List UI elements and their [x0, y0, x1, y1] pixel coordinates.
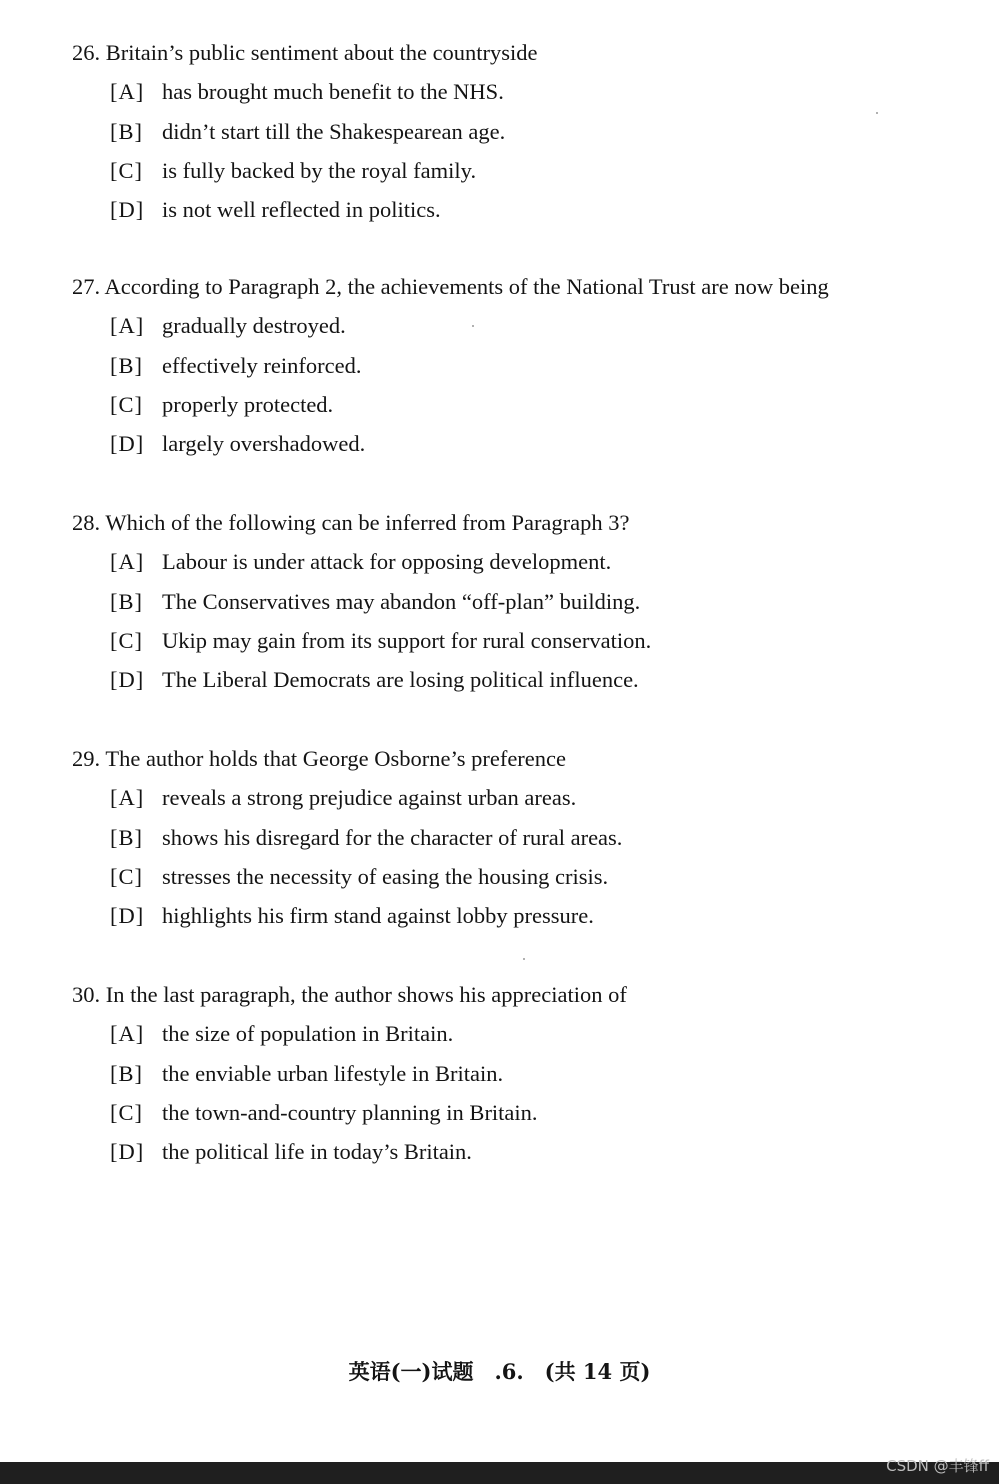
option-text: stresses the necessity of easing the housing crisis.	[162, 863, 609, 889]
question-stem	[72, 508, 972, 538]
option-letter: [B]	[110, 1060, 143, 1086]
question-number: 27.	[72, 274, 101, 299]
option-text: shows his disregard for the character of rural areas.	[162, 824, 623, 850]
watermark: CSDN @丰锋ff	[886, 1457, 989, 1475]
question-text: Which of the following can be inferred from Paragraph 3?	[105, 510, 630, 535]
option-letter: [A]	[110, 549, 145, 575]
option-letter: [B]	[110, 824, 143, 850]
option-d	[72, 429, 972, 459]
question-stem	[72, 744, 972, 774]
question-number: 30.	[72, 982, 101, 1007]
option-text: highlights his firm stand against lobby pressure.	[162, 903, 594, 929]
option-text: reveals a strong prejudice against urban areas.	[162, 785, 577, 811]
option-letter: [D]	[110, 667, 145, 693]
option-b	[72, 117, 972, 147]
question-text: The author holds that George Osborne’s preference	[105, 746, 567, 771]
option-text: didn’t start till the Shakespearean age.	[162, 118, 506, 144]
option-letter: [D]	[110, 1139, 145, 1165]
option-text: Labour is under attack for opposing development.	[162, 549, 612, 575]
option-b	[72, 351, 972, 381]
option-letter: [C]	[110, 391, 143, 417]
question-stem	[72, 980, 972, 1010]
option-a	[72, 783, 972, 813]
option-c	[72, 862, 972, 892]
option-a	[72, 311, 972, 341]
page-footer: 英语(一)试题 .6. (共 14 页)	[348, 1359, 651, 1384]
option-letter: [A]	[110, 1021, 145, 1047]
option-d	[72, 665, 972, 695]
option-letter: [D]	[110, 431, 145, 457]
option-text: The Liberal Democrats are losing political influence.	[162, 667, 639, 693]
option-text: is not well reflected in politics.	[162, 197, 441, 223]
question-text: In the last paragraph, the author shows his appreciation of	[105, 982, 627, 1007]
scan-speck	[523, 958, 525, 960]
option-d	[72, 901, 972, 931]
option-text: properly protected.	[162, 391, 334, 417]
option-letter: [C]	[110, 1099, 143, 1125]
option-letter: [A]	[110, 785, 145, 811]
option-letter: [C]	[110, 863, 143, 889]
option-c	[72, 626, 972, 656]
option-text: is fully backed by the royal family.	[162, 157, 477, 183]
option-letter: [B]	[110, 588, 143, 614]
option-c	[72, 1098, 972, 1128]
question-text: Britain’s public sentiment about the countryside	[105, 40, 538, 65]
option-text: the political life in today’s Britain.	[162, 1139, 472, 1165]
option-b	[72, 823, 972, 853]
bottom-bar	[0, 1462, 999, 1484]
question-28	[72, 508, 972, 695]
option-a	[72, 1019, 972, 1049]
question-26	[72, 38, 972, 225]
option-letter: [D]	[110, 903, 145, 929]
option-d	[72, 1137, 972, 1167]
option-letter: [D]	[110, 197, 145, 223]
question-number: 29.	[72, 746, 101, 771]
question-27	[72, 272, 972, 459]
option-letter: [A]	[110, 313, 145, 339]
option-letter: [B]	[110, 118, 143, 144]
option-text: the town-and-country planning in Britain.	[162, 1099, 538, 1125]
question-number: 28.	[72, 510, 101, 535]
option-text: effectively reinforced.	[162, 352, 362, 378]
option-text: the size of population in Britain.	[162, 1021, 454, 1047]
option-b	[72, 587, 972, 617]
option-letter: [A]	[110, 79, 145, 105]
option-text: The Conservatives may abandon “off-plan” building.	[162, 588, 641, 614]
option-c	[72, 156, 972, 186]
option-text: the enviable urban lifestyle in Britain.	[162, 1060, 504, 1086]
option-text: gradually destroyed.	[162, 313, 346, 339]
option-c	[72, 390, 972, 420]
question-stem	[72, 272, 972, 302]
option-text: largely overshadowed.	[162, 431, 366, 457]
option-b	[72, 1059, 972, 1089]
question-stem	[72, 38, 972, 68]
option-letter: [C]	[110, 627, 143, 653]
question-text: According to Paragraph 2, the achievements of the National Trust are now being	[104, 274, 829, 299]
option-text: has brought much benefit to the NHS.	[162, 79, 504, 105]
question-30	[72, 980, 972, 1167]
option-letter: [C]	[110, 157, 143, 183]
question-number: 26.	[72, 40, 101, 65]
option-a	[72, 77, 972, 107]
scan-speck	[472, 325, 474, 327]
option-d	[72, 195, 972, 225]
scan-speck	[876, 112, 878, 114]
option-a	[72, 547, 972, 577]
option-text: Ukip may gain from its support for rural conservation.	[162, 627, 652, 653]
option-letter: [B]	[110, 352, 143, 378]
question-29	[72, 744, 972, 931]
